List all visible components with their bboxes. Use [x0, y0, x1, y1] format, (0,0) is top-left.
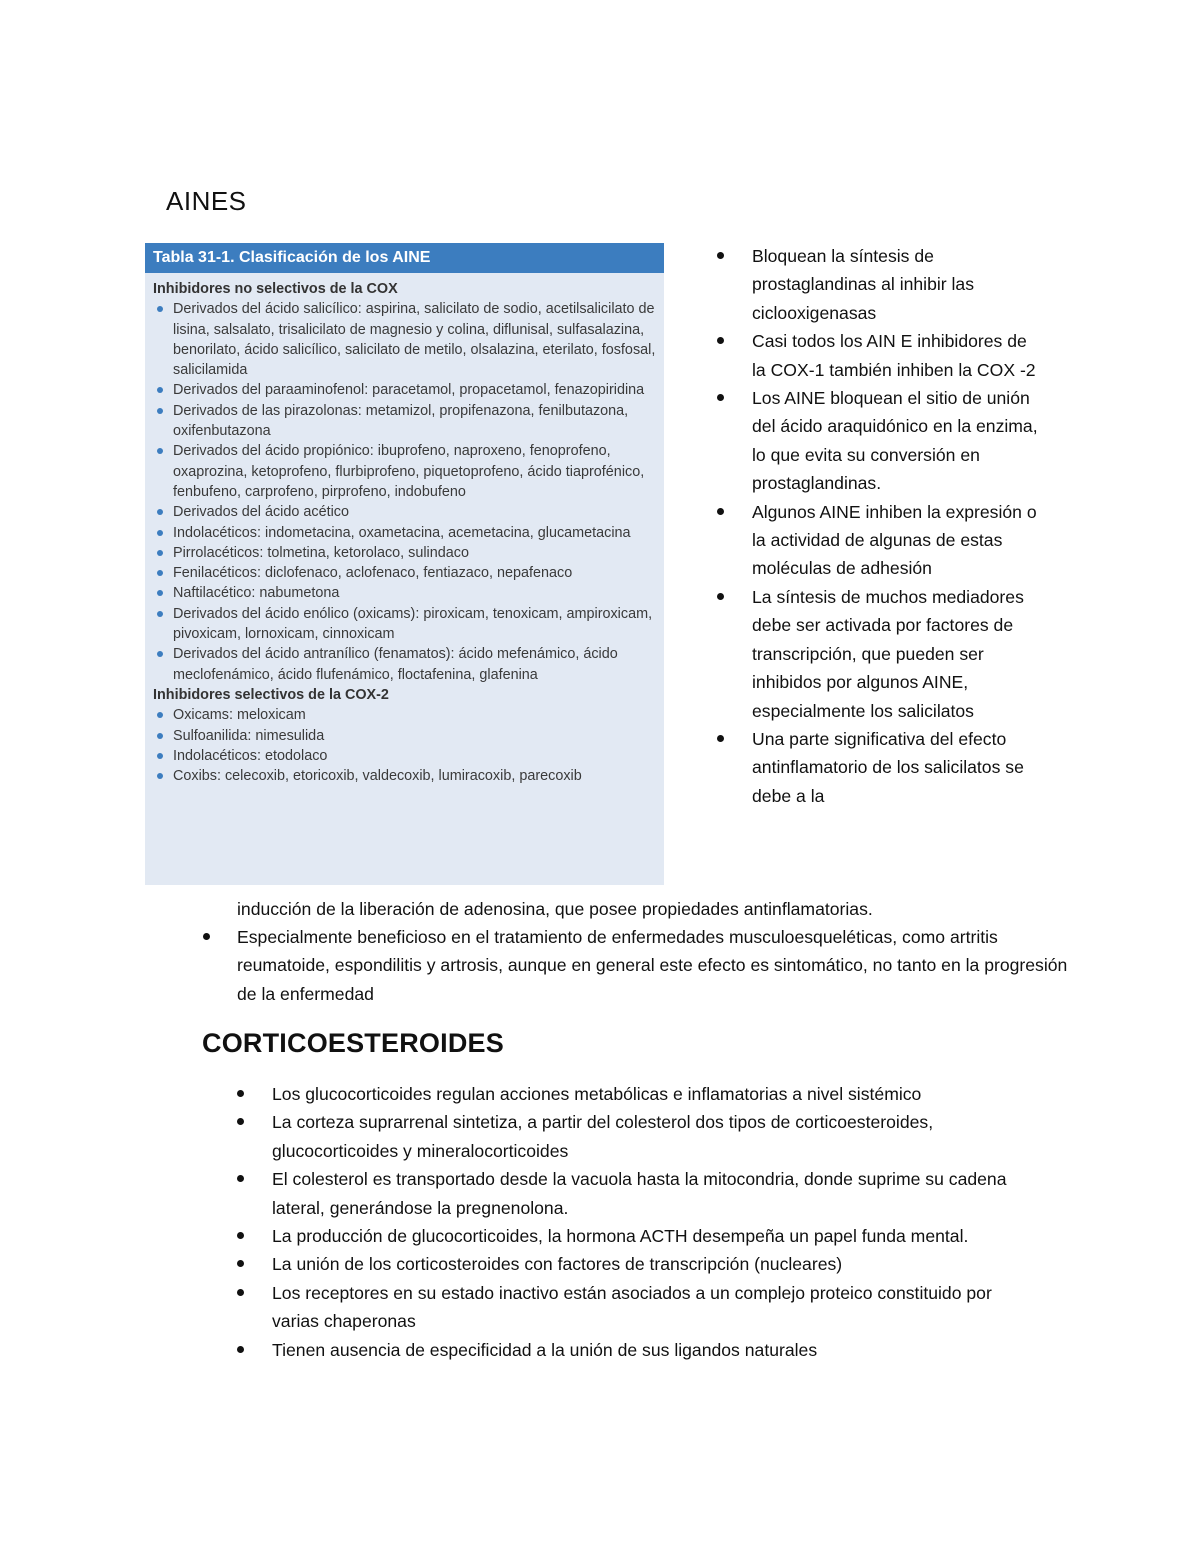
- bullet-icon: [717, 508, 724, 515]
- bullet-dot-icon: [157, 753, 163, 759]
- list-item: Tienen ausencia de especificidad a la unión de sus ligandos naturales: [234, 1336, 1034, 1364]
- list-item: Bloquean la síntesis de prostaglandinas al inhibir las ciclooxigenasas: [714, 242, 1044, 327]
- list-item: La producción de glucocorticoides, la hormona ACTH desempeña un papel funda mental.: [234, 1222, 1034, 1250]
- list-item: La síntesis de muchos mediadores debe ser activada por factores de transcripción, que pueden ser inhibidos por algunos AINE, especialmente los salicilatos: [714, 583, 1044, 725]
- table-title: Tabla 31-1. Clasificación de los AINE: [145, 243, 664, 273]
- bullet-icon: [237, 1232, 244, 1239]
- table-section-title: Inhibidores no selectivos de la COX: [153, 281, 398, 297]
- bullet-icon: [237, 1260, 244, 1267]
- table-item: Naftilacético: nabumetona: [153, 583, 656, 603]
- bullet-dot-icon: [157, 387, 163, 393]
- list-item: Algunos AINE inhiben la expresión o la actividad de algunas de estas moléculas de adhesión: [714, 498, 1044, 583]
- list-item: Los AINE bloquean el sitio de unión del ácido araquidónico en la enzima, lo que evita su conversión en prostaglandinas.: [714, 384, 1044, 498]
- table-section-list: [153, 299, 656, 685]
- table-item: Derivados del ácido acético: [153, 502, 656, 522]
- table-item: Fenilacéticos: diclofenaco, aclofenaco, fentiazaco, nepafenaco: [153, 563, 656, 583]
- table-item: Derivados del paraaminofenol: paracetamol, propacetamol, fenazopiridina: [153, 380, 656, 400]
- list-item: Especialmente beneficioso en el tratamiento de enfermedades musculoesqueléticas, como artritis reumatoide, espondilitis y artrosis, aunque en general este efecto es sintomático, no tanto en la progresión de la enfermedad: [200, 923, 1070, 1008]
- aines-bullet-continuation: inducción de la liberación de adenosina, que posee propiedades antinflamatorias.: [237, 899, 873, 919]
- list-item: La corteza suprarrenal sintetiza, a partir del colesterol dos tipos de corticoesteroides, glucocorticoides y mineralocorticoides: [234, 1108, 1034, 1165]
- cortico-bullet-list: [234, 1080, 1034, 1364]
- table-section-title: Inhibidores selectivos de la COX-2: [153, 686, 389, 703]
- table-body: [145, 273, 664, 786]
- table-section-list: [153, 705, 656, 786]
- bullet-icon: [203, 933, 210, 940]
- aine-classification-table-figure: [145, 243, 664, 885]
- list-item: La unión de los corticosteroides con factores de transcripción (nucleares): [234, 1250, 1034, 1278]
- bullet-dot-icon: [157, 611, 163, 617]
- aines-lower-bullet-list: [200, 923, 1070, 1008]
- bullet-dot-icon: [157, 590, 163, 596]
- bullet-icon: [717, 593, 724, 600]
- bullet-icon: [717, 252, 724, 259]
- bullet-dot-icon: [157, 530, 163, 536]
- list-item: Los glucocorticoides regulan acciones metabólicas e inflamatorias a nivel sistémico: [234, 1080, 1034, 1108]
- list-item: El colesterol es transportado desde la vacuola hasta la mitocondria, donde suprime su cadena lateral, generándose la pregnenolona.: [234, 1165, 1034, 1222]
- corticoesteroides-list: [234, 1080, 1034, 1364]
- bullet-dot-icon: [157, 773, 163, 779]
- bullet-dot-icon: [157, 509, 163, 515]
- table-item: Derivados de las pirazolonas: metamizol, propifenazona, fenilbutazona, oxifenbutazona: [153, 401, 656, 442]
- bullet-icon: [237, 1090, 244, 1097]
- bullet-icon: [717, 337, 724, 344]
- bullet-dot-icon: [157, 570, 163, 576]
- table-item: Derivados del ácido enólico (oxicams): piroxicam, tenoxicam, ampiroxicam, pivoxicam, lornoxicam, cinnoxicam: [153, 604, 656, 645]
- bullet-dot-icon: [157, 448, 163, 454]
- bullet-icon: [237, 1118, 244, 1125]
- bullet-dot-icon: [157, 306, 163, 312]
- list-item: Casi todos los AIN E inhibidores de la COX-1 también inhiben la COX -2: [714, 327, 1044, 384]
- bullet-icon: [237, 1289, 244, 1296]
- table-item: Sulfoanilida: nimesulida: [153, 726, 656, 746]
- table-item: Derivados del ácido salicílico: aspirina, salicilato de sodio, acetilsalicilato de lisina, salsalato, trisalicilato de magnesio y colina, diflunisal, sulfasalazina, benorilato, ácido salicílico, salicilato de metilo, olsalazina, eterilato, fosfosal, salicilamida: [153, 299, 656, 380]
- corticoesteroides-heading: CORTICOESTEROIDES: [202, 1028, 504, 1058]
- bullet-dot-icon: [157, 408, 163, 414]
- table-item: Pirrolacéticos: tolmetina, ketorolaco, sulindaco: [153, 543, 656, 563]
- bullet-icon: [717, 735, 724, 742]
- bullet-icon: [237, 1346, 244, 1353]
- aines-heading: AINES: [166, 186, 247, 216]
- bullet-icon: [237, 1175, 244, 1182]
- table-item: Coxibs: celecoxib, etoricoxib, valdecoxib, lumiracoxib, parecoxib: [153, 766, 656, 786]
- list-item: Una parte significativa del efecto antinflamatorio de los salicilatos se debe a la: [714, 725, 1044, 810]
- bullet-icon: [717, 394, 724, 401]
- aines-lower-list: [200, 923, 1070, 1008]
- bullet-dot-icon: [157, 651, 163, 657]
- table-item: Oxicams: meloxicam: [153, 705, 656, 725]
- table-item: Derivados del ácido propiónico: ibuprofeno, naproxeno, fenoprofeno, oxaprozina, ketoprofeno, flurbiprofeno, piquetoprofeno, ácido tiaprofénico, fenbufeno, carprofeno, pirprofeno, indobufeno: [153, 441, 656, 502]
- list-item: Los receptores en su estado inactivo están asociados a un complejo proteico constituido por varias chaperonas: [234, 1279, 1034, 1336]
- table-item: Derivados del ácido antranílico (fenamatos): ácido mefenámico, ácido meclofenámico, ácido flufenámico, floctafenina, glafenina: [153, 644, 656, 685]
- aines-bullet-list: [714, 242, 1044, 810]
- bullet-dot-icon: [157, 733, 163, 739]
- table-item: Indolacéticos: indometacina, oxametacina, acemetacina, glucametacina: [153, 523, 656, 543]
- table-item: Indolacéticos: etodolaco: [153, 746, 656, 766]
- aines-right-column: [714, 242, 1044, 810]
- bullet-dot-icon: [157, 712, 163, 718]
- bullet-dot-icon: [157, 550, 163, 556]
